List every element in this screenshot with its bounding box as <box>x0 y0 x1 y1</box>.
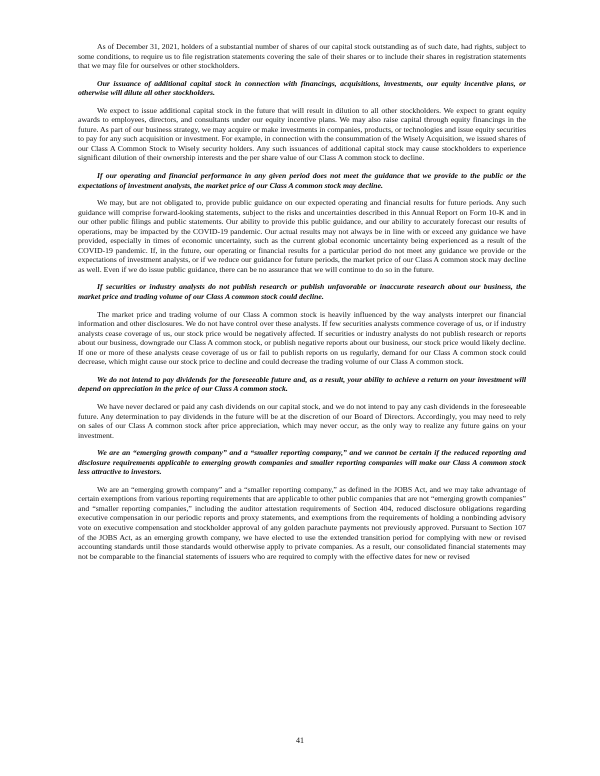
paragraph-capital-stock-dilution: We expect to issue additional capital stock in the future that will result in dilution to all other stockholders. We expect to grant equity awards to employees, directors, and consultants under our equity incentive plans. We may also raise capital through equity financings in the future. As part of our business strategy, we may acquire or make investments in companies, products, or technologies and issue equity securities to pay for any such acquisition or investment. For example, in connection with the consummation of the Wisely Acquisition, we issued shares of our Class A Common Stock to Wisely security holders. Any such issuances of additional capital stock may cause stockholders to experience significant dilution of their ownership interests and the per share value of our Class A common stock to decline. <box>78 105 526 163</box>
heading-emerging-growth-company: We are an “emerging growth company” and a “smaller reporting company,” and we cannot be certain if the reduced reporting and disclosure requirements applicable to emerging growth companies and smaller reporting companies will make our Class A common stock less attractive to investors. <box>78 448 526 477</box>
paragraph-guidance: We may, but are not obligated to, provide public guidance on our expected operating and financial results for future periods. Any such guidance will comprise forward-looking statements, subject to the risks and uncertainties described in this Annual Report on Form 10-K and in our other public filings and public statements. Our ability to provide this public guidance, and our ability to accurately forecast our results of operations, may be impacted by the COVID-19 pandemic. Our actual results may not always be in line with or exceed any guidance we have provided, especially in times of economic uncertainty, such as the current global economic uncertainty being experienced as a result of the COVID-19 pandemic. If, in the future, our operating or financial results for a particular period do not meet any guidance we provide or the expectations of investment analysts, or if we reduce our guidance for future periods, the market price of our Class A common stock may decline as well. Even if we do issue public guidance, there can be no assurance that we will continue to do so in the future. <box>78 198 526 274</box>
page-number: 41 <box>296 736 304 745</box>
document-page <box>78 42 526 569</box>
paragraph-registration-rights: As of December 31, 2021, holders of a substantial number of shares of our capital stock outstanding as of such date, had rights, subject to some conditions, to require us to file registration statements covering the sale of their shares or to include their shares in registration statements that we may file for ourselves or other stockholders. <box>78 42 526 71</box>
paragraph-dividends: We have never declared or paid any cash dividends on our capital stock, and we do not intend to pay any cash dividends in the foreseeable future. Any determination to pay dividends in the future will be at the discretion of our Board of Directors. Accordingly, you may need to rely on sales of our Class A common stock after price appreciation, which may never occur, as the only way to realize any future gains on your investment. <box>78 401 526 440</box>
heading-capital-stock-dilution: Our issuance of additional capital stock in connection with financings, acquisitions, investments, our equity incentive plans, or otherwise will dilute all other stockholders. <box>78 78 526 98</box>
paragraph-emerging-growth-company: We are an “emerging growth company” and a “smaller reporting company,” as defined in the JOBS Act, and we may take advantage of certain exemptions from various reporting requirements that are applicable to other public companies that are not “emerging growth companies” and “smaller reporting companies,” including the auditor attestation requirements of Section 404, reduced disclosure obligations regarding executive compensation in our periodic reports and proxy statements, and exemptions from the requirements of holding a nonbinding advisory vote on executive compensation and stockholder approval of any golden parachute payments not previously approved. Pursuant to Section 107 of the JOBS Act, as an emerging growth company, we have elected to use the extended transition period for complying with new or revised accounting standards until those standards would otherwise apply to private companies. As a result, our consolidated financial statements may not be comparable to the financial statements of issuers who are required to comply with the effective dates for new or revised <box>78 484 526 561</box>
heading-analyst-research: If securities or industry analysts do not publish research or publish unfavorable or inaccurate research about our business, the market price and trading volume of our Class A common stock could decline. <box>78 282 526 302</box>
heading-guidance: If our operating and financial performance in any given period does not meet the guidance that we provide to the public or the expectations of investment analysts, the market price of our Class A common stock may decline. <box>78 171 526 190</box>
heading-dividends: We do not intend to pay dividends for the foreseeable future and, as a result, your ability to achieve a return on your investment will depend on appreciation in the price of our Class A common stock. <box>78 374 526 394</box>
paragraph-analyst-research: The market price and trading volume of our Class A common stock is heavily influenced by the way analysts interpret our financial information and other disclosures. We do not have control over these analysts. If few securities analysts commence coverage of us, or if industry analysts cease coverage of us, our stock price would be negatively affected. If securities or industry analysts do not publish research or reports about our business, downgrade our Class A common stock, or publish negative reports about our business, our stock price would likely decline. If one or more of these analysts cease coverage of us or fail to publish reports on us regularly, demand for our Class A common stock could decrease, which might cause our stock price to decline and could decrease the trading volume of our Class A common stock. <box>78 309 526 367</box>
